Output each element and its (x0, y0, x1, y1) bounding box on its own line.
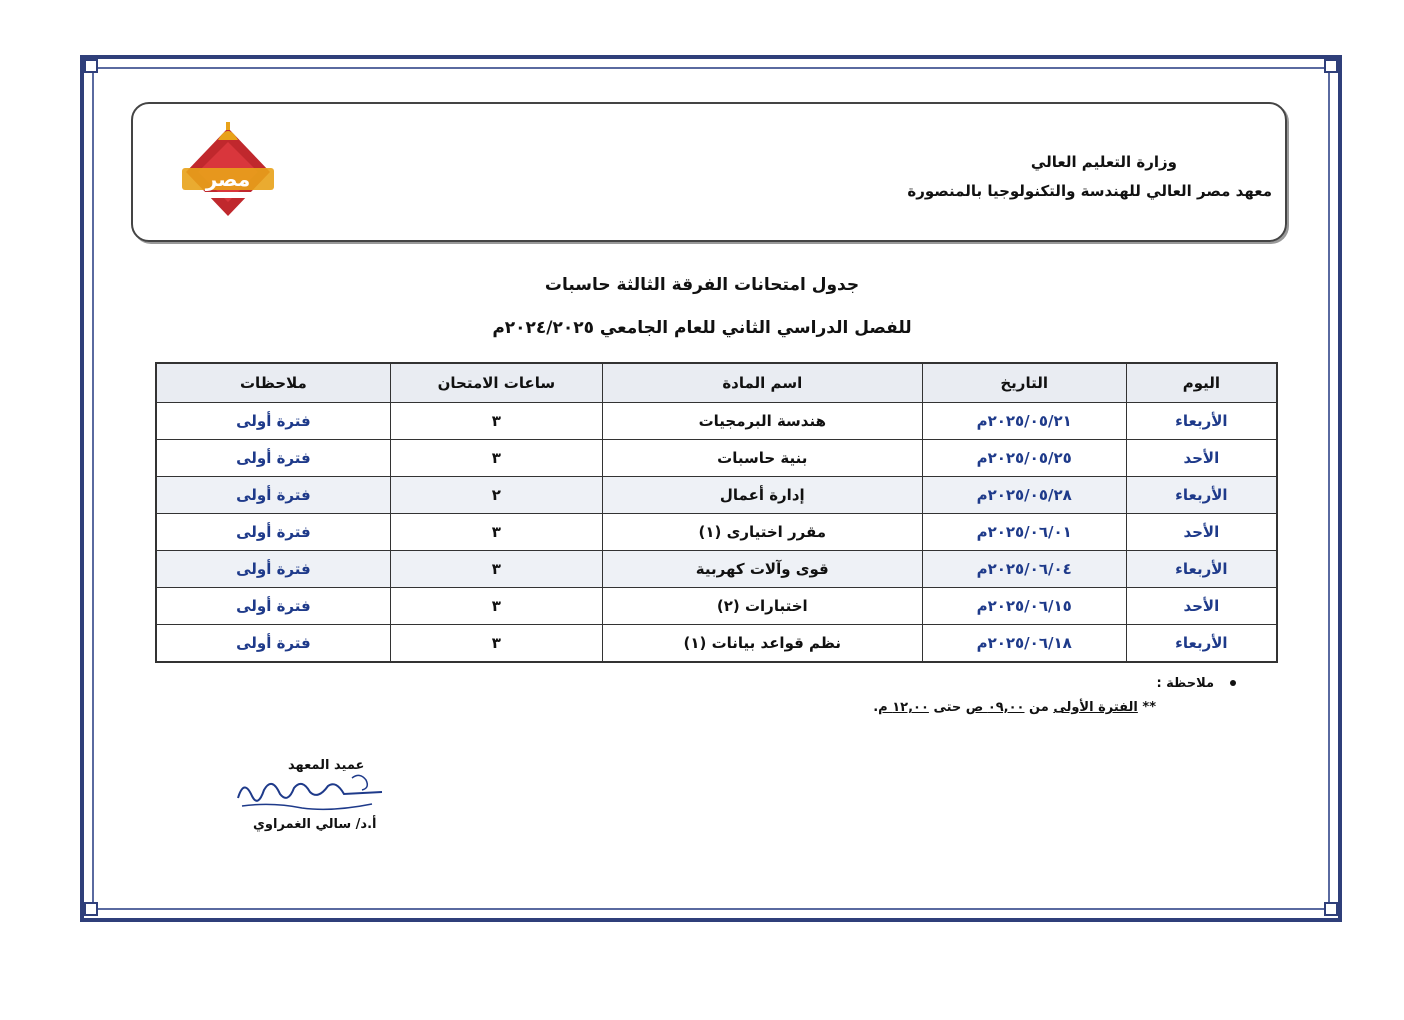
cell-hours: ٣ (390, 625, 602, 663)
cell-hours: ٣ (390, 588, 602, 625)
organization-block (907, 148, 1272, 206)
table-row (156, 440, 1277, 477)
institute-logo (178, 120, 278, 220)
table-row (156, 551, 1277, 588)
note-from: من (1029, 700, 1049, 715)
dean-title: عميد المعهد (288, 758, 365, 773)
cell-notes: فترة أولى (156, 588, 390, 625)
institute-name: معهد مصر العالي للهندسة والتكنولوجيا بالمنصورة (907, 182, 1272, 200)
exam-schedule-table (155, 362, 1278, 663)
cell-day: الأربعاء (1126, 551, 1277, 588)
cell-day: الأربعاء (1126, 403, 1277, 440)
note-label: ملاحظة : (1156, 676, 1214, 691)
column-header-notes: ملاحظات (156, 363, 390, 403)
cell-hours: ٣ (390, 440, 602, 477)
cell-subject: بنية حاسبات (602, 440, 922, 477)
column-header-date: التاريخ (922, 363, 1126, 403)
cell-notes: فترة أولى (156, 440, 390, 477)
cell-hours: ٣ (390, 514, 602, 551)
table-row (156, 588, 1277, 625)
table-header-row (156, 363, 1277, 403)
cell-subject: مقرر اختيارى (١) (602, 514, 922, 551)
note-end-time: ١٢,٠٠ م (878, 700, 929, 715)
cell-notes: فترة أولى (156, 551, 390, 588)
note-text (873, 700, 1156, 715)
column-header-hours: ساعات الامتحان (390, 363, 602, 403)
cell-hours: ٣ (390, 551, 602, 588)
cell-day: الأحد (1126, 514, 1277, 551)
dean-name: أ.د/ سالي الغمراوي (253, 817, 377, 832)
note-start-time: ٠٩,٠٠ ص (965, 700, 1025, 715)
note-until: حتى (933, 700, 962, 715)
cell-notes: فترة أولى (156, 403, 390, 440)
semester-subtitle: للفصل الدراسي الثاني للعام الجامعي ٢٠٢٤/٢٠٢٥م (492, 318, 912, 338)
cell-subject: هندسة البرمجيات (602, 403, 922, 440)
cell-notes: فترة أولى (156, 625, 390, 663)
cell-day: الأحد (1126, 440, 1277, 477)
table-row (156, 625, 1277, 663)
cell-date: ٢٠٢٥/٠٦/١٥م (922, 588, 1126, 625)
note-prefix: ** (1142, 700, 1156, 715)
cell-notes: فترة أولى (156, 477, 390, 514)
note-bullet (1230, 680, 1236, 686)
cell-date: ٢٠٢٥/٠٦/٠١م (922, 514, 1126, 551)
cell-day: الأحد (1126, 588, 1277, 625)
frame-corner (84, 902, 98, 916)
table-row (156, 514, 1277, 551)
ministry-name: وزارة التعليم العالي (1030, 153, 1177, 171)
logo-text: مصر (205, 167, 251, 191)
cell-date: ٢٠٢٥/٠٥/٢٨م (922, 477, 1126, 514)
frame-corner (1324, 59, 1338, 73)
table-row (156, 403, 1277, 440)
cell-subject: إدارة أعمال (602, 477, 922, 514)
note-period: الفترة الأولى (1053, 700, 1138, 715)
note-suffix: . (873, 700, 879, 715)
cell-day: الأربعاء (1126, 477, 1277, 514)
cell-hours: ٢ (390, 477, 602, 514)
column-header-subject: اسم المادة (602, 363, 922, 403)
cell-subject: نظم قواعد بيانات (١) (602, 625, 922, 663)
cell-hours: ٣ (390, 403, 602, 440)
cell-notes: فترة أولى (156, 514, 390, 551)
schedule-title: جدول امتحانات الفرقة الثالثة حاسبات (544, 275, 860, 295)
cell-subject: اختبارات (٢) (602, 588, 922, 625)
column-header-day: اليوم (1126, 363, 1277, 403)
cell-day: الأربعاء (1126, 625, 1277, 663)
cell-subject: قوى وآلات كهربية (602, 551, 922, 588)
cell-date: ٢٠٢٥/٠٥/٢٥م (922, 440, 1126, 477)
frame-corner (84, 59, 98, 73)
cell-date: ٢٠٢٥/٠٦/١٨م (922, 625, 1126, 663)
table-row (156, 477, 1277, 514)
frame-corner (1324, 902, 1338, 916)
cell-date: ٢٠٢٥/٠٦/٠٤م (922, 551, 1126, 588)
cell-date: ٢٠٢٥/٠٥/٢١م (922, 403, 1126, 440)
handwritten-signature (232, 768, 392, 818)
